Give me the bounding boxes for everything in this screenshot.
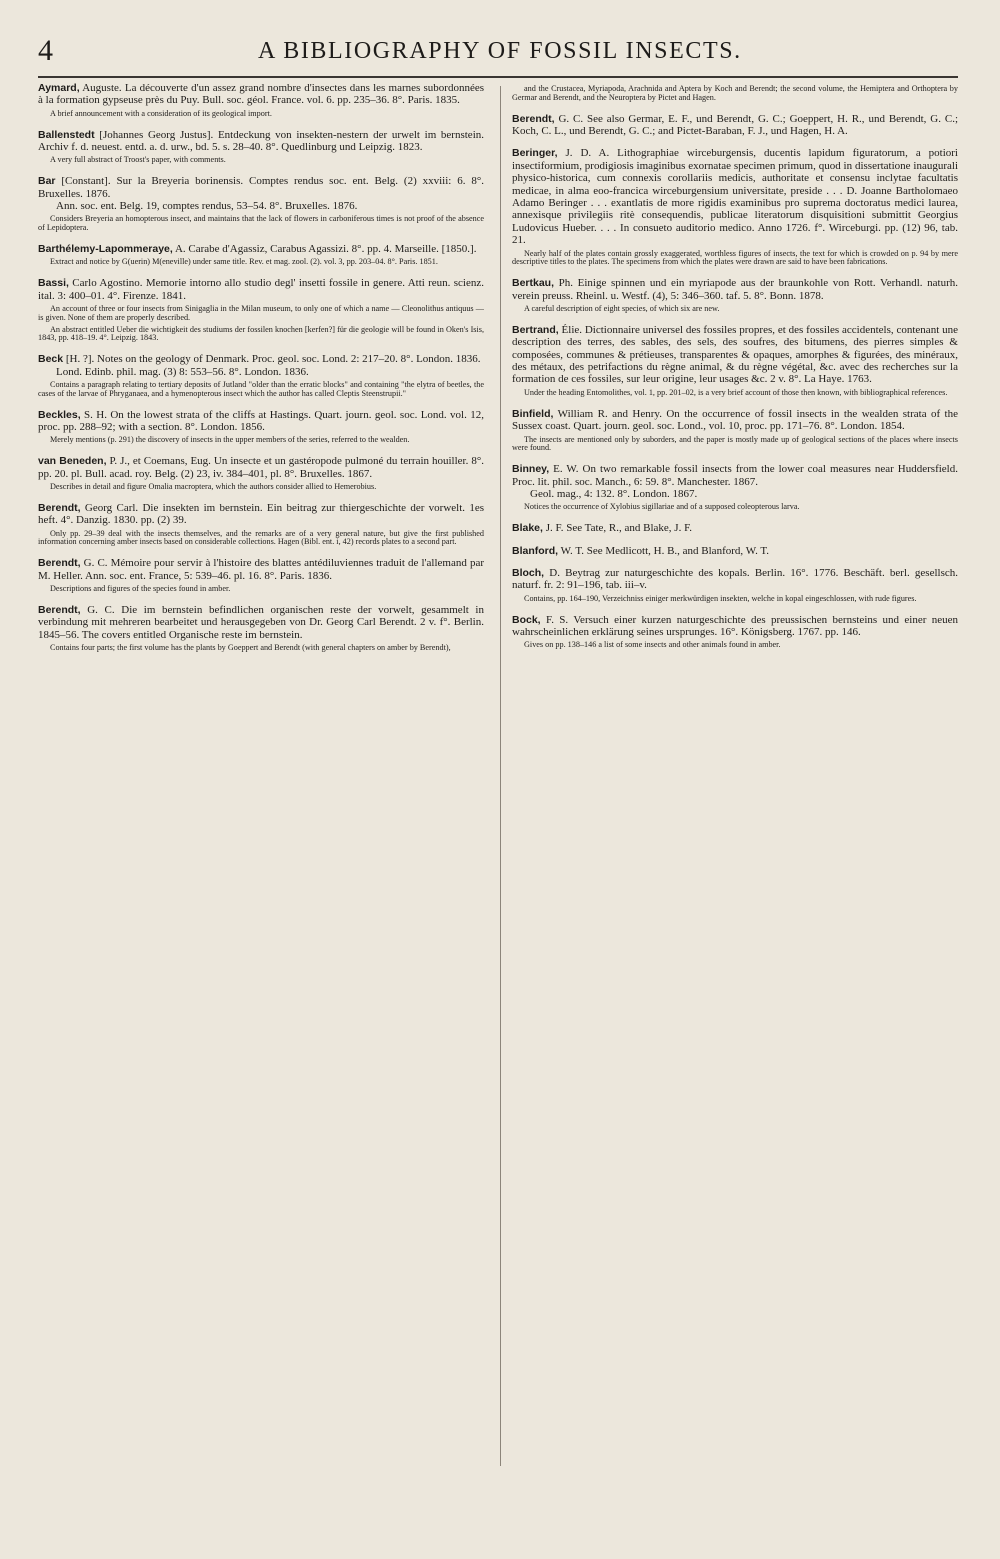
- entry-author: Beckles,: [38, 408, 81, 421]
- entry-author: Binfield,: [512, 407, 554, 420]
- entry-reference: Ph. Einige spinnen und ein myriapode aus der braunkohle von Rott. Verhandl. naturh. verein preuss. Rheinl. u. Westf. (4), 5: 346–360. taf. 5. 8°. Bonn. 1878.: [512, 277, 958, 302]
- entry-reference: Auguste. La découverte d'un assez grand nombre d'insectes dans les marnes subordonnées à la formation gypseuse près du Puy. Bull. soc. géol. France. vol. 6. pp. 235–36. 8°. Paris. 1835.: [38, 82, 484, 107]
- bibliography-entry: [38, 82, 484, 119]
- bibliography-entry: [38, 455, 484, 492]
- entry-reference: S. H. On the lowest strata of the cliffs at Hastings. Quart. journ. geol. soc. Lond. vol. 12, proc. pp. 288–92; with a section. 8°. London. 1856.: [38, 408, 484, 434]
- entry-reference: G. C. See also Germar, E. F., und Berendt, G. C.; Goeppert, H. R., und Berendt, G. C.; Koch, C. L., und Berendt, G. C.; and Pictet-Baraban, F. J., und Hagen, H. A.: [512, 112, 958, 137]
- bibliography-entry: [512, 113, 958, 138]
- entry-annotation: A careful description of eight species, of which six are new.: [524, 304, 720, 314]
- entry-reference: G. C. Die im bernstein befindlichen organischen reste der vorwelt, gesammelt in verbindung mit mehreren bearbeitet und herausgegeben von Dr. Georg Carl Berendt. 2 v. f°. Berlin. 1845–56. The covers entitled Organische reste im bernstein.: [38, 603, 484, 641]
- bibliography-entry: [512, 324, 958, 398]
- entry-reference: G. C. Mémoire pour servir à l'histoire des blattes antédiluviennes traduit de l'allemand par M. Heller. Ann. soc. ent. France, 5: 539–46. pl. 16. 8°. Paris. 1836.: [38, 557, 484, 582]
- page-header: [38, 30, 958, 70]
- entry-citation: [512, 545, 958, 557]
- left-column: [38, 82, 484, 1559]
- entry-reference: Élie. Dictionnaire universel des fossiles propres, et des fossiles accidentels, contenant une description des terres, des sables, des sels, des soufres, des bitumens, des pierres simples & composées, communes & prétieuses, transparentes & opaques, amorphes & figurées, des minéraux, des métaux, des petrifactions du règne animal, & du règne végétal, &c. avec des recherches sur la formation de ces fossiles, sur leur origine, leur usages &c. 2 v. 8°. La Haye. 1763.: [512, 323, 958, 386]
- bibliography-entry: [512, 147, 958, 267]
- bibliography-entry: [38, 277, 484, 343]
- entry-reference: E. W. On two remarkable fossil insects from the lower coal measures near Huddersfield. Proc. lit. phil. soc. Manch., 6: 59. 8°. Manchester. 1867.: [512, 463, 958, 488]
- entry-author: Berendt,: [512, 112, 555, 125]
- bibliography-entry: [512, 522, 958, 534]
- entry-author: Bar: [38, 175, 56, 188]
- entry-citation: [512, 522, 958, 534]
- entry-citation: [38, 129, 484, 154]
- bibliography-entry: [38, 353, 484, 398]
- bibliography-entry: [38, 604, 484, 653]
- entry-annotation: An abstract entitled Ueber die wichtigkeit des studiums der fossilen knochen [kerfen?] für die geologie will be found in Oken's Isis, 1843, pp. 418–19. 4°. Leipzig. 1843.: [38, 324, 484, 343]
- entry-reference: Carlo Agostino. Memorie intorno allo studio degl' insetti fossile in genere. Atti reun. scienz. ital. 3: 400–01. 4°. Firenze. 1841.: [38, 277, 484, 302]
- entry-annotation: Only pp. 29–39 deal with the insects themselves, and the remarks are of a very general nature, but give the first published information concerning amber insects based on considerable collections. Hagen (Bibl. ent. i, 42) records plates to a second part.: [38, 528, 484, 547]
- entry-reference: J. D. A. Lithographiae wirceburgensis, ducentis lapidum figuratorum, a potiori insectiformium, prodigiosis imaginibus exornatae specimen primum, quod in dissertatione inaugurali physico-historica, cum connexis corollariis medicis, authoritate et consensu inclytae facultatis medicae, in alma eoo-francica wirceburgensium universitate, preside . . . D. Joanne Bartholomaeo Adamo Beringer . . . exantlatis de more rigidis examinibus pro suprema doctoratus medici laurea, annexisque privilegiis ritè consequendis, publicae literatorum disquisitioni submittit Georgius Ludovicus Hueber. . . . In consueto auditorio medico. Anno 1726. f°. Wirceburgi. pp. (12) 96, tab. 21.: [512, 147, 958, 247]
- entry-reference: D. Beytrag zur naturgeschichte des kopals. Berlin. 16°. 1776. Beschäft. berl. gesellsch. naturf. fr. 2: 91–196, tab. iii–v.: [512, 566, 958, 592]
- entry-citation: [38, 557, 484, 582]
- entry-citation: [38, 502, 484, 527]
- entry-annotation: Considers Breyeria an homopterous insect, and maintains that the lack of flowers in carboniferous times is not proof of the absence of Lepidoptera.: [38, 214, 484, 233]
- entry-author: Binney,: [512, 463, 550, 476]
- bibliography-entry: [512, 545, 958, 557]
- bibliography-entry: [512, 277, 958, 314]
- entry-author: Berendt,: [38, 557, 81, 570]
- entry-annotation: Notices the occurrence of Xylobius sigillariae and of a supposed coleopterous larva.: [524, 502, 800, 512]
- running-title: A BIBLIOGRAPHY OF FOSSIL INSECTS.: [258, 38, 742, 64]
- entry-annotation: Extract and notice by G(uerin) M(eneville) under same title. Rev. et mag. zool. (2). vol. 3, pp. 203–04. 8°. Paris. 1851.: [50, 257, 438, 267]
- bibliography-entry: [512, 85, 958, 103]
- entry-author: Barthélemy-Lapommeraye,: [38, 243, 173, 256]
- entry-alt-reference: Ann. soc. ent. Belg. 19, comptes rendus, 53–54. 8°. Bruxelles. 1876.: [56, 200, 358, 213]
- entry-reference: [Johannes Georg Justus]. Entdeckung von insekten-nestern der urwelt im bernstein. Archiv f. d. neuest. entd. a. d. urw., bd. 5. s. 28–40. 8°. Quedlinburg und Leipzig. 1823.: [38, 128, 484, 154]
- entry-citation: [38, 353, 484, 365]
- entry-citation: [38, 604, 484, 641]
- entry-reference: Georg Carl. Die insekten im bernstein. Ein beitrag zur thiergeschichte der vorwelt. 1es heft. 4°. Danzig. 1830. pp. (2) 39.: [38, 501, 484, 527]
- entry-reference: F. S. Versuch einer kurzen naturgeschichte des preussischen bernsteins und einer neuen wahrscheinlichen erklärung seines ursprunges. 16°. Königsberg. 1767. pp. 146.: [512, 613, 958, 638]
- entry-alt-reference: Lond. Edinb. phil. mag. (3) 8: 553–56. 8°. London. 1836.: [56, 365, 309, 378]
- entry-reference: William R. and Henry. On the occurrence of fossil insects in the wealden strata of the Sussex coast. Quart. journ. geol. soc. Lond., vol. 10, proc. pp. 171–76. 8°. London. 1854.: [512, 407, 958, 433]
- entry-annotation: Gives on pp. 138–146 a list of some insects and other animals found in amber.: [524, 640, 781, 650]
- entry-annotation: A very full abstract of Troost's paper, with comments.: [50, 155, 226, 165]
- entry-citation: [512, 147, 958, 246]
- entry-citation: [512, 113, 958, 138]
- entry-annotation: The insects are mentioned only by suborders, and the paper is mostly made up of geological sections of the places where insects were found.: [512, 434, 958, 453]
- entry-author: Blanford,: [512, 544, 559, 557]
- entry-annotation: and the Crustacea, Myriapoda, Arachnida and Aptera by Koch and Berendt; the second volume, the Hemiptera and Orthoptera by Germar and Berendt, and the Neuroptera by Pictet and Hagen.: [512, 84, 958, 102]
- text-columns: [38, 82, 958, 1559]
- header-rule: [38, 76, 958, 78]
- bibliography-entry: [512, 614, 958, 651]
- bibliography-entry: [38, 129, 484, 166]
- entry-reference: P. J., et Coemans, Eug. Un insecte et un gastéropode pulmoné du terrain houiller. 8°. pp. 20. pl. Bull. acad. roy. Belg. (2) 23, iv. 384–401, pl. 8°. Bruxelles. 1867.: [38, 455, 484, 480]
- entry-annotation: Nearly half of the plates contain grossly exaggerated, worthless figures of insects, the text for which is crowded on p. 94 by mere descriptive titles to the plates. The specimens from which the plates were drawn are said to have been fabrications.: [512, 248, 958, 267]
- entry-citation: [512, 567, 958, 592]
- entry-annotation: Contains a paragraph relating to tertiary deposits of Jutland "older than the erratic blocks" and containing "the elytra of beetles, the cases of the larvae of Phryganaea, and a hymenopterous insect which the author has called Cleptis Steenstrupii.": [38, 380, 484, 398]
- bibliography-entry: [512, 463, 958, 512]
- entry-annotation: Contains four parts; the first volume has the plants by Goeppert and Berendt (with general chapters on amber by Berendt),: [50, 643, 451, 653]
- entry-reference: A. Carabe d'Agassiz, Carabus Agassizi. 8°. pp. 4. Marseille. [1850.].: [172, 243, 477, 256]
- entry-author: Berendt,: [38, 603, 81, 616]
- entry-author: Bertkau,: [512, 277, 555, 290]
- bibliography-entry: [38, 557, 484, 594]
- entry-author: Beck: [38, 353, 64, 366]
- entry-annotation: Under the heading Entomolithes, vol. 1, pp. 201–02, is a very brief account of those then known, with bibliographical references.: [524, 387, 948, 397]
- right-column: [512, 82, 958, 1559]
- entry-annotation: Describes in detail and figure Omalia macroptera, which the authors consider allied to Hemerobius.: [50, 482, 377, 492]
- bibliography-entry: [38, 502, 484, 547]
- entry-author: Ballenstedt: [38, 128, 95, 141]
- bibliography-entry: [38, 243, 484, 267]
- entry-author: Bassi,: [38, 277, 69, 290]
- entry-reference: [H. ?]. Notes on the geology of Denmark. Proc. geol. soc. Lond. 2: 217–20. 8°. London. 1836.: [63, 353, 481, 366]
- entry-author: Aymard,: [38, 82, 80, 94]
- bibliography-entry: [512, 567, 958, 604]
- entry-annotation: An account of three or four insects from Sinigaglia in the Milan museum, to only one of which a name — Cleonolithus antiquus — is given. None of them are properly described.: [38, 304, 484, 322]
- entry-author: Bertrand,: [512, 323, 559, 336]
- entry-citation: [512, 324, 958, 386]
- entry-citation: [512, 277, 958, 302]
- entry-citation: [512, 408, 958, 433]
- entry-author: Berendt,: [38, 501, 81, 514]
- bibliography-entry: [38, 409, 484, 446]
- entry-citation: [38, 175, 484, 200]
- entry-citation: [512, 614, 958, 639]
- entry-author: Beringer,: [512, 147, 558, 160]
- bibliography-entry: [38, 175, 484, 233]
- entry-reference: W. T. See Medlicott, H. B., and Blanford, W. T.: [558, 544, 770, 557]
- entry-annotation: Descriptions and figures of the species found in amber.: [50, 584, 231, 594]
- entry-citation: [38, 277, 484, 302]
- entry-author: van Beneden,: [38, 455, 107, 468]
- entry-reference: [Constant]. Sur la Breyeria borinensis. Comptes rendus soc. ent. Belg. (2) xxviii: 6. 8°. Bruxelles. 1876.: [38, 175, 484, 200]
- entry-citation: [38, 243, 484, 255]
- entry-citation: [38, 82, 484, 107]
- entry-alt-reference: Geol. mag., 4: 132. 8°. London. 1867.: [530, 487, 698, 500]
- entry-citation: [512, 463, 958, 488]
- entry-citation: [38, 455, 484, 480]
- entry-annotation: Merely mentions (p. 291) the discovery of insects in the upper members of the series, referred to the wealden.: [50, 435, 410, 445]
- entry-citation: [38, 409, 484, 434]
- entry-author: Blake,: [512, 522, 543, 535]
- entry-annotation: Contains, pp. 164–190, Verzeichniss einiger merkwürdigen insekten, welche in kopal eingeschlossen, with rude figures.: [524, 593, 917, 603]
- entry-annotation: A brief announcement with a consideration of its geological import.: [50, 108, 272, 118]
- page-number: 4: [38, 34, 53, 67]
- entry-reference: J. F. See Tate, R., and Blake, J. F.: [542, 522, 693, 535]
- entry-author: Bock,: [512, 613, 541, 626]
- bibliography-entry: [512, 408, 958, 453]
- entry-author: Bloch,: [512, 566, 545, 579]
